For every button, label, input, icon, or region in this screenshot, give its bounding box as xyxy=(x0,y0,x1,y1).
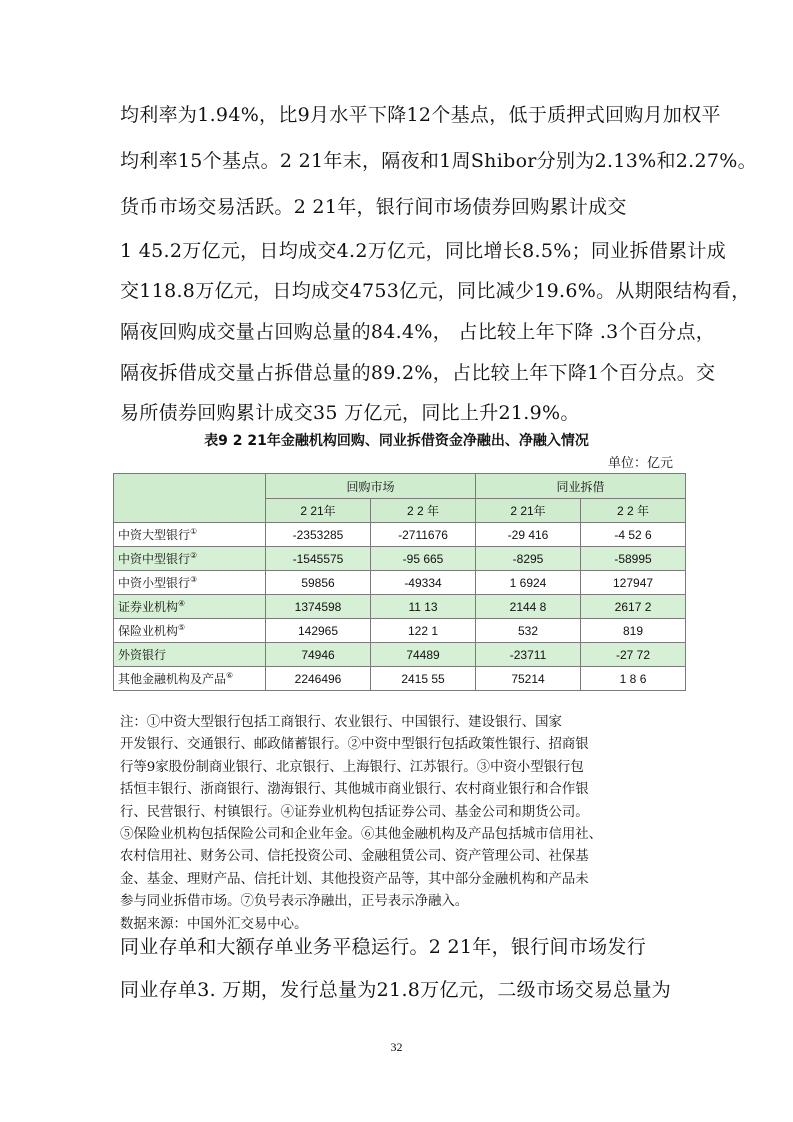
table-cell: 74946 xyxy=(266,643,371,667)
table-cell: 142965 xyxy=(266,619,371,643)
year-header: 2 21年 xyxy=(476,499,581,523)
body-text-line: 隔夜拆借成交量占拆借总量的89.2%，占比较上年下降1个百分点。交 xyxy=(120,362,716,384)
table-cell: -29 416 xyxy=(476,523,581,547)
table-row xyxy=(114,667,686,691)
row-label-text: 外资银行 xyxy=(118,648,167,662)
body-text-line: 隔夜回购成交量占回购总量的84.4%， 占比较上年下降 .3个百分点， xyxy=(120,321,716,343)
table-cell: -95 665 xyxy=(371,547,476,571)
footnote-marker: ① xyxy=(190,527,198,536)
table-group-header-row xyxy=(114,474,686,499)
note-line: ⑤保险业机构包括保险公司和企业年金。⑥其他金融机构及产品包括城市信用社、 xyxy=(120,827,603,843)
group-header-interbank: 同业拆借 xyxy=(476,474,686,499)
table-cell: 1 6924 xyxy=(476,571,581,595)
table-cell: 2246496 xyxy=(266,667,371,691)
table-unit: 单位：亿元 xyxy=(607,456,673,471)
note-line: 注：①中资大型银行包括工商银行、农业银行、中国银行、建设银行、国家 xyxy=(120,715,562,730)
table-row xyxy=(114,523,686,547)
note-line: 金、基金、理财产品、信托计划、其他投资产品等，其中部分金融机构和产品未 xyxy=(120,871,589,887)
table-cell: 74489 xyxy=(371,643,476,667)
table-row xyxy=(114,547,686,571)
row-label xyxy=(114,547,266,571)
table-cell: -58995 xyxy=(581,547,686,571)
table-cell: 11 13 xyxy=(371,595,476,619)
row-label-text: 其他金融机构及产品 xyxy=(118,672,227,686)
table-cell: 1374598 xyxy=(266,595,371,619)
body-text-line: 交118.8万亿元，日均成交4753亿元，同比减少19.6%。从期限结构看， xyxy=(120,280,751,302)
table-cell: -4 52 6 xyxy=(581,523,686,547)
table-cell: 127947 xyxy=(581,571,686,595)
row-label-text: 保险业机构 xyxy=(118,624,179,638)
row-label xyxy=(114,571,266,595)
table-cell: 532 xyxy=(476,619,581,643)
table-caption: 表9 2 21年金融机构回购、同业拆借资金净融出、净融入情况 xyxy=(204,433,589,449)
row-label xyxy=(114,595,266,619)
year-header: 2 2 年 xyxy=(371,499,476,523)
footnote-marker: ⑤ xyxy=(178,623,186,632)
table-row xyxy=(114,571,686,595)
table-cell: -2711676 xyxy=(371,523,476,547)
note-line: 行、民营银行、村镇银行。④证券业机构包括证券公司、基金公司和期货公司。 xyxy=(120,804,589,820)
note-line: 行等9家股份制商业银行、北京银行、上海银行、江苏银行。③中资小型银行包 xyxy=(120,759,584,775)
body-text-line: 1 45.2万亿元，日均成交4.2万亿元，同比增长8.5%；同业拆借累计成 xyxy=(120,240,727,262)
data-table xyxy=(113,473,686,691)
table-cell: 122 1 xyxy=(371,619,476,643)
body-text-line: 同业存单3. 万期，发行总量为21.8万亿元，二级市场交易总量为 xyxy=(120,979,672,1001)
table-row xyxy=(114,595,686,619)
table-cell: -2353285 xyxy=(266,523,371,547)
page-number: 32 xyxy=(390,1040,403,1054)
table-cell: 2144 8 xyxy=(476,595,581,619)
table-cell: 819 xyxy=(581,619,686,643)
table-cell: -1545575 xyxy=(266,547,371,571)
year-header: 2 21年 xyxy=(266,499,371,523)
table-cell: 2617 2 xyxy=(581,595,686,619)
body-text-line: 均利率为1.94%，比9月水平下降12个基点，低于质押式回购月加权平 xyxy=(120,104,721,126)
table-cell: -27 72 xyxy=(581,643,686,667)
table-notes xyxy=(120,712,680,936)
table-row xyxy=(114,619,686,643)
year-header: 2 2 年 xyxy=(581,499,686,523)
row-label xyxy=(114,643,266,667)
table-cell: -49334 xyxy=(371,571,476,595)
row-label-text: 中资小型银行 xyxy=(118,576,191,590)
footnote-marker: ⑥ xyxy=(226,671,234,680)
table-cell: 75214 xyxy=(476,667,581,691)
body-text-line: 同业存单和大额存单业务平稳运行。2 21年，银行间市场发行 xyxy=(120,936,647,958)
body-text-line: 货币市场交易活跃。2 21年，银行间市场债券回购累计成交 xyxy=(120,196,627,218)
footnote-marker: ② xyxy=(190,551,198,560)
note-line: 括恒丰银行、浙商银行、渤海银行、其他城市商业银行、农村商业银行和合作银 xyxy=(120,782,589,798)
table-row xyxy=(114,643,686,667)
body-text-line: 均利率15个基点。2 21年末，隔夜和1周Shibor分别为2.13%和2.27%。 xyxy=(120,150,757,172)
footnote-marker: ③ xyxy=(190,575,198,584)
table-cell: -8295 xyxy=(476,547,581,571)
group-header-repo: 回购市场 xyxy=(266,474,476,499)
row-label xyxy=(114,619,266,643)
table-cell: -23711 xyxy=(476,643,581,667)
row-label-text: 证券业机构 xyxy=(118,600,179,614)
row-label xyxy=(114,667,266,691)
row-label-text: 中资大型银行 xyxy=(118,528,191,542)
footnote-marker: ④ xyxy=(178,599,186,608)
body-text-line: 易所债券回购累计成交35 万亿元，同比上升21.9%。 xyxy=(120,402,580,424)
data-source-line: 数据来源：中国外汇交易中心。 xyxy=(120,916,308,932)
row-label xyxy=(114,523,266,547)
note-line: 农村信用社、财务公司、信托投资公司、金融租赁公司、资产管理公司、社保基 xyxy=(120,849,589,865)
table-cell: 2415 55 xyxy=(371,667,476,691)
row-label-text: 中资中型银行 xyxy=(118,552,191,566)
note-line: 参与同业拆借市场。⑦负号表示净融出，正号表示净融入。 xyxy=(120,894,469,910)
table-cell: 59856 xyxy=(266,571,371,595)
table-cell: 1 8 6 xyxy=(581,667,686,691)
note-line: 开发银行、交通银行、邮政储蓄银行。②中资中型银行包括政策性银行、招商银 xyxy=(120,737,589,753)
table-corner-cell xyxy=(114,474,266,523)
